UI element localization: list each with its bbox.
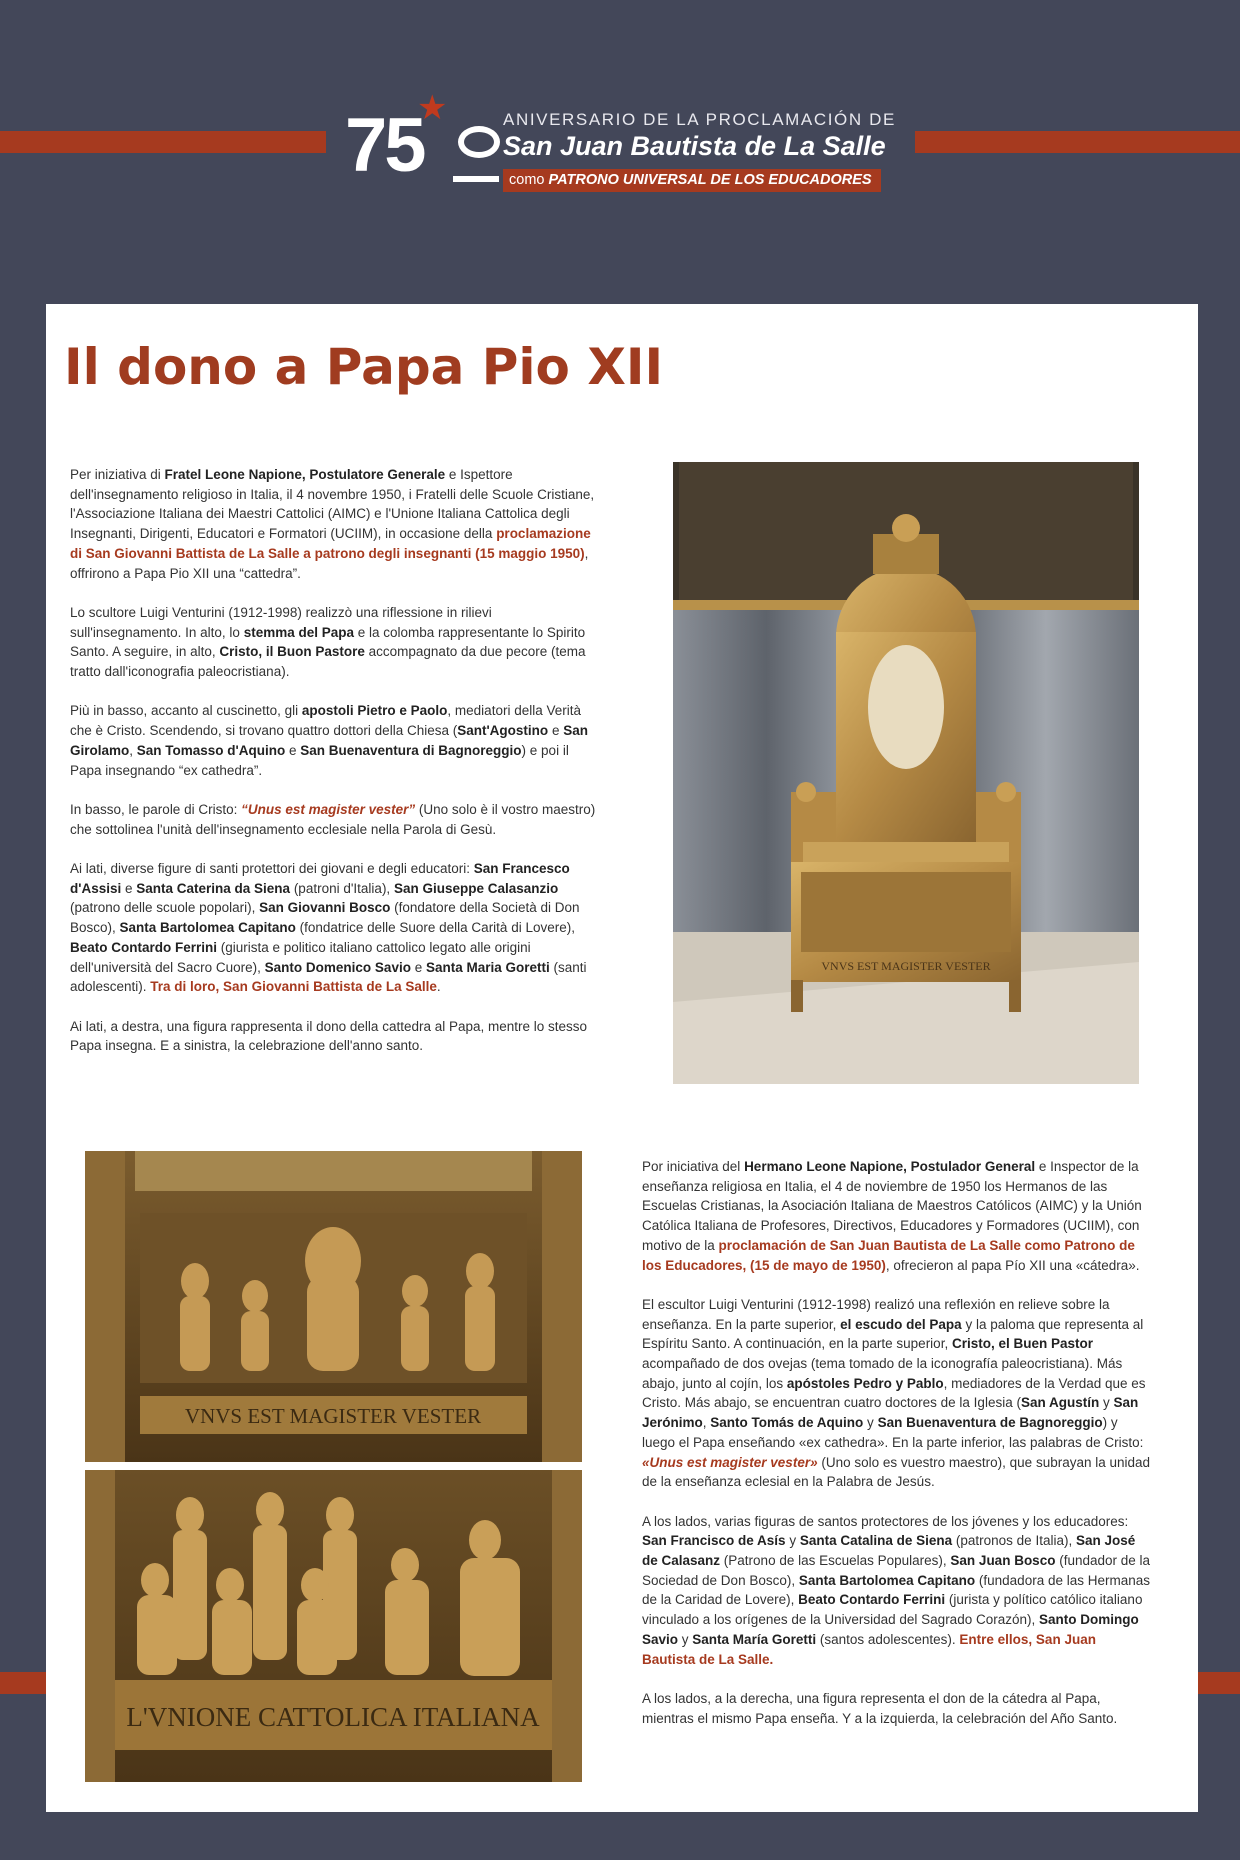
ordinal-indicator-icon bbox=[458, 126, 500, 158]
emphasis-text: Tra di loro, San Giovanni Battista de La Salle bbox=[150, 979, 437, 995]
body-text: y bbox=[863, 1415, 878, 1431]
emphasis-text: Santa Caterina da Siena bbox=[136, 880, 291, 896]
header-stripe-left bbox=[0, 131, 326, 153]
body-text: accompagnato da due pecore (tema tratto dall'iconografia paleocristiana). bbox=[70, 644, 586, 680]
emphasis-text: Santa Bartolomea Capitano bbox=[119, 920, 296, 936]
body-text: e bbox=[548, 723, 564, 739]
italian-paragraph bbox=[70, 1017, 600, 1056]
body-text: e Ispettore dell'insegnamento religioso in Italia, il 4 novembre 1950, i Fratelli delle Scuole Cristiane, l'Associazione Italiana dei Maestri Cattolici (AIMC) e l'Unione Italiana Cattolica degli Insegnanti, Dirigenti, Educatori e Formatori (UCIIM), in occasione della bbox=[70, 467, 595, 542]
emphasis-text: Fratel Leone Napione, Postulatore Generale bbox=[164, 467, 446, 482]
body-text: (giurista e politico italiano cattolico legato alle origini dell'università del Sacro Cuore), bbox=[70, 939, 531, 975]
emphasis-text: San Jerónimo bbox=[642, 1395, 1139, 1431]
header-stripe-right bbox=[915, 131, 1240, 153]
body-text: e bbox=[285, 742, 301, 758]
emphasis-text: «Unus est magister vester» bbox=[642, 1454, 818, 1470]
body-text: In basso, le parole di Cristo: bbox=[70, 801, 242, 817]
emphasis-text: San Agustín bbox=[1020, 1395, 1100, 1411]
emphasis-text: el escudo del Papa bbox=[840, 1316, 962, 1332]
body-text: e la colomba rappresentante lo Spirito Santo. A seguire, in alto, bbox=[70, 624, 586, 660]
body-text: (patrono delle scuole popolari), bbox=[70, 900, 260, 916]
body-text: Ai lati, a destra, una figura rappresenta il dono della cattedra al Papa, mentre lo stesso Papa insegna. E a sinistra, la celebrazione dell'anno santo. bbox=[70, 1018, 588, 1054]
body-text: El escultor Luigi Venturini (1912-1998) realizó una reflexión en relieve sobre la enseñanza. En la parte superior, bbox=[642, 1296, 1110, 1332]
header-line3-bold: PATRONO UNIVERSAL DE LOS EDUCADORES bbox=[548, 172, 872, 188]
header-line3 bbox=[503, 169, 881, 192]
body-text: Lo scultore Luigi Venturini (1912-1998) realizzò una riflessione in rilievi sull'insegnamento. In alto, lo bbox=[70, 604, 492, 640]
relief-photo-bottom bbox=[85, 1470, 582, 1782]
emphasis-text: San Buenaventura de Bagnoreggio bbox=[877, 1415, 1103, 1431]
footer-stripe-left bbox=[0, 1672, 46, 1694]
body-text: Por iniciativa del bbox=[642, 1159, 745, 1174]
italian-paragraph bbox=[70, 465, 600, 583]
body-text: (santos adolescentes). bbox=[816, 1631, 960, 1647]
emphasis-text: Santa Maria Goretti bbox=[425, 959, 550, 975]
relief-top-inscription: VNVS EST MAGISTER VESTER bbox=[184, 1404, 482, 1428]
emphasis-text: Santo Domenico Savio bbox=[264, 959, 411, 975]
emphasis-text: San Giovanni Bosco bbox=[259, 900, 391, 916]
emphasis-text: San Juan Bosco bbox=[950, 1553, 1056, 1569]
emphasis-text: San Buenaventura di Bagnoreggio bbox=[300, 742, 522, 758]
body-text: , bbox=[129, 742, 137, 758]
throne-inscription: VNVS EST MAGISTER VESTER bbox=[821, 959, 991, 973]
body-text: y bbox=[1099, 1395, 1114, 1411]
italian-paragraph bbox=[70, 701, 600, 780]
footer-stripe-right bbox=[1198, 1672, 1240, 1694]
emphasis-text: proclamación de San Juan Bautista de La Salle como Patrono de los Educadores, (15 de mayo de 1950) bbox=[642, 1237, 1135, 1273]
body-text: , mediatori della Verità che è Cristo. Scendendo, si trovano quattro dottori della Chiesa ( bbox=[70, 703, 581, 739]
ordinal-underline bbox=[453, 176, 499, 182]
spanish-paragraph bbox=[642, 1295, 1152, 1492]
body-text: Per iniziativa di bbox=[70, 467, 165, 482]
emphasis-text: San Girolamo bbox=[70, 723, 588, 758]
body-text: e bbox=[410, 959, 426, 975]
emphasis-text: San Francisco de Asís bbox=[642, 1533, 786, 1549]
body-text: (Uno solo es vuestro maestro), que subrayan la unidad de la enseñanza eclesial en la Palabra de Jesús. bbox=[642, 1454, 1151, 1490]
emphasis-text: Santo Domingo Savio bbox=[642, 1612, 1139, 1647]
body-text: (patronos de Italia), bbox=[952, 1533, 1076, 1549]
emphasis-text: Beato Contardo Ferrini bbox=[70, 939, 218, 955]
italian-paragraph bbox=[70, 859, 600, 997]
page-title: Il dono a Papa Pio XII bbox=[64, 338, 664, 396]
body-text: Più in basso, accanto al cuscinetto, gli bbox=[70, 703, 302, 719]
body-text: ) y luego el Papa enseñando «ex cathedra». En la parte inferior, las palabras de Cristo: bbox=[642, 1415, 1144, 1450]
body-text: A los lados, a la derecha, una figura representa el don de la cátedra al Papa, mientras el mismo Papa enseña. Y a la izquierda, la celebración del Año Santo. bbox=[642, 1690, 1118, 1726]
body-text: e bbox=[121, 880, 137, 896]
body-text: acompañado de dos ovejas (tema tomado de la iconografía paleocristiana). Más abajo, junto al cojín, los bbox=[642, 1356, 1123, 1391]
emphasis-text: San José de Calasanz bbox=[642, 1533, 1136, 1569]
body-text: y bbox=[678, 1631, 693, 1647]
emphasis-text: Hermano Leone Napione, Postulador General bbox=[744, 1159, 1036, 1174]
emphasis-text: Cristo, il Buon Pastore bbox=[219, 644, 365, 660]
star-icon: ★ bbox=[417, 89, 448, 127]
emphasis-text: proclamazione di San Giovanni Battista de La Salle a patrono degli insegnanti (15 maggio 1950) bbox=[70, 526, 591, 561]
emphasis-text: Santo Tomás de Aquino bbox=[710, 1415, 864, 1431]
relief-photo-top bbox=[85, 1151, 582, 1462]
body-text: (fundadora de las Hermanas de la Caridad de Lovere), bbox=[642, 1572, 1151, 1608]
spanish-text bbox=[642, 1157, 1152, 1748]
body-text: e Inspector de la enseñanza religiosa en Italia, el 4 de noviembre de 1950 los Hermanos de las Escuelas Cristianas, la Asociación Italiana de Maestros Católicos (AIMC) y la Unión Católica Italiana de Profesores, Directivos, Educadores y Formadores (UCIIM), con motivo de la bbox=[642, 1159, 1142, 1253]
body-text: y la paloma que representa al Espíritu Santo. A continuación, en la parte superior, bbox=[642, 1316, 1144, 1352]
header-line1: ANIVERSARIO DE LA PROCLAMACIÓN DE bbox=[503, 110, 896, 129]
emphasis-text: Sant'Agostino bbox=[457, 723, 549, 739]
anniversary-number: 75 bbox=[345, 103, 424, 188]
emphasis-text: “Unus est magister vester” bbox=[241, 801, 416, 817]
body-text: , mediadores de la Verdad que es Cristo. Más abajo, se encuentran cuatro doctores de la Iglesia ( bbox=[642, 1375, 1146, 1411]
emphasis-text: apostoli Pietro e Paolo bbox=[301, 703, 448, 719]
emphasis-text: San Francesco d'Assisi bbox=[70, 861, 570, 896]
body-text: (jurista y político católico italiano vinculado a los orígenes de la Universidad del Sagrado Corazón), bbox=[642, 1592, 1143, 1628]
header-line2: San Juan Bautista de La Salle bbox=[503, 131, 886, 161]
body-text: , bbox=[702, 1415, 711, 1431]
body-text: A los lados, varias figuras de santos protectores de los jóvenes y los educadores: bbox=[642, 1513, 1129, 1529]
emphasis-text: Beato Contardo Ferrini bbox=[798, 1592, 946, 1608]
body-text: y bbox=[785, 1533, 800, 1549]
emphasis-text: Santa Catalina de Siena bbox=[799, 1533, 953, 1549]
emphasis-text: Cristo, el Buen Pastor bbox=[951, 1336, 1093, 1352]
emphasis-text: San Giuseppe Calasanzio bbox=[393, 880, 559, 896]
emphasis-text: apóstoles Pedro y Pablo bbox=[786, 1375, 944, 1391]
italian-paragraph bbox=[70, 800, 600, 839]
anniversary-logo bbox=[345, 89, 905, 192]
spanish-paragraph bbox=[642, 1512, 1152, 1670]
body-text: ) e poi il Papa insegnando “ex cathedra”. bbox=[70, 742, 569, 778]
throne-photo bbox=[673, 462, 1139, 1084]
spanish-paragraph bbox=[642, 1157, 1152, 1275]
italian-paragraph bbox=[70, 603, 600, 682]
body-text: , offrirono a Papa Pio XII una “cattedra”. bbox=[70, 545, 589, 581]
spanish-paragraph bbox=[642, 1689, 1152, 1728]
body-text: (patroni d'Italia), bbox=[290, 880, 394, 896]
body-text: , ofrecieron al papa Pío XII una «cátedra». bbox=[885, 1257, 1140, 1273]
body-text: Ai lati, diverse figure di santi protettori dei giovani e degli educatori: bbox=[70, 861, 474, 876]
emphasis-text: Santa Bartolomea Capitano bbox=[798, 1572, 976, 1588]
emphasis-text: stemma del Papa bbox=[243, 624, 354, 640]
emphasis-text: Santa María Goretti bbox=[692, 1631, 817, 1647]
body-text: (fundador de la Sociedad de Don Bosco), bbox=[642, 1553, 1151, 1588]
italian-text bbox=[70, 465, 600, 1076]
body-text: (santi adolescenti). bbox=[70, 959, 587, 995]
body-text: (fondatrice delle Suore della Carità di Lovere), bbox=[295, 920, 575, 936]
body-text: (fondatore della Società di Don Bosco), bbox=[70, 900, 580, 936]
emphasis-text: Entre ellos, San Juan Bautista de La Salle. bbox=[642, 1631, 1096, 1667]
emphasis-text: San Tomasso d'Aquino bbox=[136, 742, 286, 758]
header-line3-prefix: como bbox=[509, 172, 545, 188]
body-text: (Patrono de las Escuelas Populares), bbox=[720, 1553, 951, 1569]
body-text: . bbox=[436, 979, 441, 995]
relief-bottom-inscription: L'VNIONE CATTOLICA ITALIANA bbox=[126, 1702, 540, 1732]
body-text: (Uno solo è il vostro maestro) che sottolinea l'unità dell'insegnamento ecclesiale nella Parola di Gesù. bbox=[70, 801, 596, 837]
